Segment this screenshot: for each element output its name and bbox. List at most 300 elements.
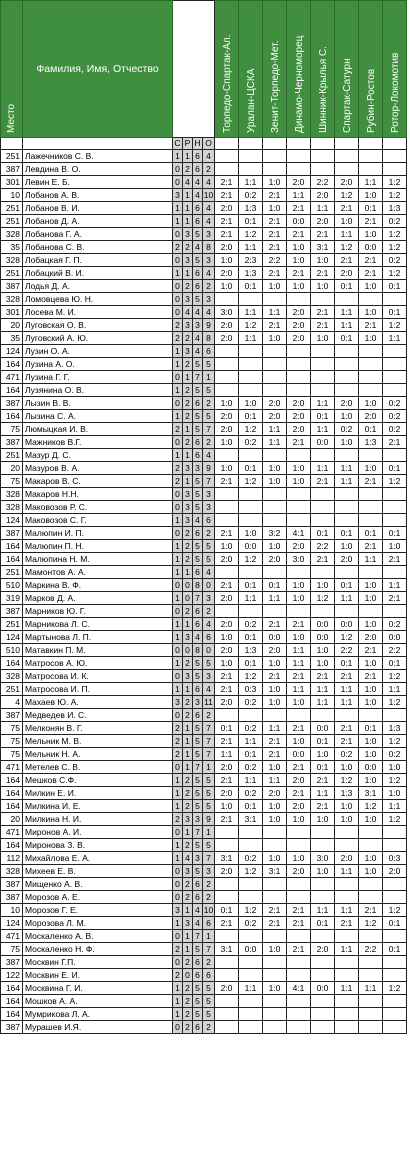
score-cell: 2:1 (383, 592, 407, 605)
score-cell: 1:0 (311, 813, 335, 826)
score-cell: 1:0 (287, 852, 311, 865)
score-cell (311, 371, 335, 384)
stat-cell: 4 (193, 241, 203, 254)
match-header-8 (383, 1, 407, 138)
score-cell: 0:2 (239, 852, 263, 865)
score-cell: 1:0 (287, 813, 311, 826)
score-cell: 2:1 (287, 228, 311, 241)
stat-cell: 2 (183, 332, 193, 345)
score-cell (239, 384, 263, 397)
sub-blank (383, 138, 407, 150)
stat-cell: 2 (183, 358, 193, 371)
score-cell: 2:0 (287, 800, 311, 813)
stat-cell: 9 (203, 462, 215, 475)
score-cell: 1:1 (335, 462, 359, 475)
score-cell: 0:1 (335, 657, 359, 670)
name-cell: Марников Ю. Г. (23, 605, 173, 618)
score-cell: 1:0 (383, 540, 407, 553)
stat-cell: 1 (173, 553, 183, 566)
place-cell: 510 (1, 579, 23, 592)
sub-blank-name (23, 138, 173, 150)
score-cell: 1:2 (383, 696, 407, 709)
place-cell: 387 (1, 1021, 23, 1034)
stat-cell: 2 (183, 163, 193, 176)
score-cell: 0:2 (383, 254, 407, 267)
score-cell (359, 995, 383, 1008)
table-row (1, 150, 407, 163)
score-cell (239, 449, 263, 462)
stat-cell: 5 (203, 553, 215, 566)
score-cell: 1:0 (359, 280, 383, 293)
score-cell: 1:0 (359, 462, 383, 475)
stat-cell: 2 (173, 735, 183, 748)
score-cell: 2:1 (215, 774, 239, 787)
sub-blank (215, 138, 239, 150)
stat-cell: 2 (183, 1008, 193, 1021)
score-cell: 2:0 (287, 865, 311, 878)
score-cell (335, 566, 359, 579)
score-cell: 2:1 (311, 670, 335, 683)
score-cell: 1:2 (383, 774, 407, 787)
score-cell: 1:0 (359, 579, 383, 592)
score-cell (287, 1008, 311, 1021)
score-cell (239, 150, 263, 163)
score-cell: 0:1 (383, 943, 407, 956)
score-cell: 1:1 (335, 904, 359, 917)
stat-cell: 1 (173, 358, 183, 371)
score-cell: 2:0 (287, 397, 311, 410)
score-cell (359, 345, 383, 358)
place-cell: 301 (1, 306, 23, 319)
score-cell (383, 969, 407, 982)
score-cell: 2:1 (311, 228, 335, 241)
score-cell: 1:1 (335, 865, 359, 878)
stat-cell: 3 (173, 696, 183, 709)
stat-cell: 3 (203, 670, 215, 683)
stat-cell: 8 (193, 644, 203, 657)
score-cell: 1:1 (335, 982, 359, 995)
stat-cell: 2 (203, 280, 215, 293)
score-cell: 2:0 (335, 852, 359, 865)
score-cell (215, 891, 239, 904)
stat-cell: 5 (193, 800, 203, 813)
score-cell: 1:0 (263, 540, 287, 553)
score-cell: 1:2 (311, 592, 335, 605)
score-cell (239, 1008, 263, 1021)
score-cell: 2:0 (287, 319, 311, 332)
stat-cell: 7 (203, 943, 215, 956)
score-cell: 2:0 (215, 592, 239, 605)
stat-cell: 4 (203, 176, 215, 189)
table-row (1, 670, 407, 683)
score-cell (263, 891, 287, 904)
stat-cell: 2 (173, 813, 183, 826)
stat-cell: 1 (183, 748, 193, 761)
name-cell: Мартынова Л. П. (23, 631, 173, 644)
score-cell (287, 488, 311, 501)
stat-cell: 6 (203, 514, 215, 527)
stat-cell: 5 (193, 657, 203, 670)
score-cell: 2:1 (263, 215, 287, 228)
stat-cell: 5 (193, 774, 203, 787)
score-cell: 2:1 (311, 319, 335, 332)
match-header-5 (311, 1, 335, 138)
table-row (1, 540, 407, 553)
score-cell (287, 358, 311, 371)
table-row (1, 332, 407, 345)
score-cell: 1:0 (335, 436, 359, 449)
score-cell (287, 384, 311, 397)
stat-cell: 3 (193, 462, 203, 475)
score-cell: 0:1 (215, 722, 239, 735)
score-cell: 2:1 (263, 189, 287, 202)
score-cell (239, 501, 263, 514)
table-row (1, 293, 407, 306)
score-cell: 1:0 (359, 735, 383, 748)
place-cell: 164 (1, 358, 23, 371)
score-cell: 3:2 (263, 527, 287, 540)
score-cell: 1:0 (311, 865, 335, 878)
score-cell: 1:0 (287, 241, 311, 254)
stat-cell: 0 (173, 228, 183, 241)
name-cell: Мелконян В. Г. (23, 722, 173, 735)
stats-header-blank (173, 1, 215, 138)
stat-cell: 4 (193, 332, 203, 345)
stat-cell: 7 (193, 592, 203, 605)
score-cell: 2:2 (335, 644, 359, 657)
stat-cell: 5 (193, 1008, 203, 1021)
score-cell: 0:2 (239, 787, 263, 800)
score-cell (239, 969, 263, 982)
score-cell: 0:0 (263, 631, 287, 644)
score-cell: 0:1 (383, 462, 407, 475)
table-row (1, 527, 407, 540)
score-cell (335, 1021, 359, 1034)
stat-cell: 7 (203, 852, 215, 865)
score-cell (263, 969, 287, 982)
score-cell: 0:0 (239, 943, 263, 956)
score-cell: 2:3 (239, 254, 263, 267)
score-cell: 1:2 (383, 267, 407, 280)
table-row (1, 917, 407, 930)
score-cell (215, 449, 239, 462)
stat-cell: 5 (193, 540, 203, 553)
score-cell: 1:3 (359, 436, 383, 449)
score-cell (239, 514, 263, 527)
name-cell: Лузина А. О. (23, 358, 173, 371)
table-row (1, 852, 407, 865)
stat-cell: 0 (173, 605, 183, 618)
score-cell: 1:0 (359, 813, 383, 826)
name-cell: Москаленко Н. Ф. (23, 943, 173, 956)
score-cell: 1:2 (239, 475, 263, 488)
score-cell: 2:1 (311, 553, 335, 566)
score-cell (335, 826, 359, 839)
place-cell: 164 (1, 553, 23, 566)
stat-cell: 2 (173, 722, 183, 735)
stat-cell: 9 (203, 813, 215, 826)
score-cell: 0:2 (335, 423, 359, 436)
score-cell: 1:2 (383, 904, 407, 917)
stat-cell: 4 (183, 306, 193, 319)
name-cell: Миронова З. В. (23, 839, 173, 852)
stat-cell: 0 (203, 644, 215, 657)
score-cell: 0:2 (239, 722, 263, 735)
score-cell: 0:2 (239, 761, 263, 774)
table-row (1, 254, 407, 267)
stat-cell: 6 (193, 709, 203, 722)
sub-blank (239, 138, 263, 150)
score-cell: 2:0 (215, 865, 239, 878)
score-cell (359, 826, 383, 839)
name-cell: Мельник Н. А. (23, 748, 173, 761)
score-cell: 1:1 (311, 696, 335, 709)
name-cell: Морозова Л. М. (23, 917, 173, 930)
stat-cell: 3 (193, 319, 203, 332)
table-row (1, 813, 407, 826)
place-cell: 387 (1, 709, 23, 722)
stat-cell: 8 (203, 241, 215, 254)
table-row (1, 592, 407, 605)
place-header-label: Место (5, 103, 17, 133)
score-cell: 1:1 (239, 176, 263, 189)
score-cell: 2:1 (311, 475, 335, 488)
score-cell (215, 878, 239, 891)
score-cell: 2:1 (359, 254, 383, 267)
score-cell (215, 605, 239, 618)
score-cell: 1:0 (287, 592, 311, 605)
score-cell (383, 1021, 407, 1034)
stat-cell: 1 (183, 826, 193, 839)
score-cell: 1:1 (287, 644, 311, 657)
table-row (1, 176, 407, 189)
score-cell (383, 826, 407, 839)
score-cell (311, 826, 335, 839)
stat-cell: 2 (173, 462, 183, 475)
stat-cell: 2 (203, 397, 215, 410)
stat-cell: 1 (183, 371, 193, 384)
score-cell: 0:1 (215, 904, 239, 917)
stat-cell: 3 (183, 865, 193, 878)
score-cell (239, 488, 263, 501)
score-cell (311, 995, 335, 1008)
name-cell: Метелев С. В. (23, 761, 173, 774)
score-cell: 0:1 (239, 462, 263, 475)
stat-labels-row (1, 138, 407, 150)
score-cell: 1:1 (311, 683, 335, 696)
score-cell (287, 956, 311, 969)
score-cell: 1:1 (335, 943, 359, 956)
stat-cell: 0 (173, 527, 183, 540)
name-cell: Луговский А. Ю. (23, 332, 173, 345)
score-cell: 0:1 (311, 917, 335, 930)
stat-cell: 3 (183, 917, 193, 930)
score-cell (215, 358, 239, 371)
score-cell (383, 605, 407, 618)
score-cell: 1:1 (287, 657, 311, 670)
score-cell: 1:0 (311, 748, 335, 761)
name-cell: Малюпин И. П. (23, 527, 173, 540)
stat-cell: 2 (183, 800, 193, 813)
score-cell: 2:0 (287, 774, 311, 787)
stat-cell: 4 (183, 852, 193, 865)
score-cell: 0:1 (239, 410, 263, 423)
stat-cell: 0 (173, 293, 183, 306)
score-cell (263, 826, 287, 839)
score-cell (335, 384, 359, 397)
table-row (1, 956, 407, 969)
stat-cell: 4 (203, 267, 215, 280)
stat-cell: 2 (203, 878, 215, 891)
score-cell: 2:1 (215, 917, 239, 930)
score-cell (359, 488, 383, 501)
score-cell: 2:0 (215, 202, 239, 215)
stat-cell: 5 (203, 839, 215, 852)
stat-cell: 5 (203, 995, 215, 1008)
score-cell: 1:0 (311, 644, 335, 657)
stat-cell: 0 (173, 826, 183, 839)
place-cell: 387 (1, 163, 23, 176)
score-cell: 2:1 (215, 670, 239, 683)
score-cell: 0:1 (263, 579, 287, 592)
score-cell: 0:1 (335, 280, 359, 293)
stat-label-n: Н (194, 138, 201, 148)
score-cell: 0:1 (239, 800, 263, 813)
score-cell (263, 163, 287, 176)
score-cell: 0:3 (239, 683, 263, 696)
place-cell: 387 (1, 956, 23, 969)
stat-cell: 0 (173, 930, 183, 943)
score-cell: 2:0 (335, 397, 359, 410)
score-cell: 0:0 (239, 540, 263, 553)
score-cell (335, 839, 359, 852)
stat-cell: 6 (193, 527, 203, 540)
stat-cell: 7 (203, 423, 215, 436)
place-cell: 75 (1, 722, 23, 735)
score-cell (287, 995, 311, 1008)
place-cell: 164 (1, 384, 23, 397)
match-header-2 (239, 1, 263, 138)
stat-cell: 2 (183, 410, 193, 423)
score-cell (359, 358, 383, 371)
stat-cell: 2 (183, 436, 193, 449)
stat-cell: 6 (193, 878, 203, 891)
place-header (1, 1, 23, 138)
name-cell: Ломовцева Ю. Н. (23, 293, 173, 306)
table-row (1, 189, 407, 202)
score-cell: 1:2 (335, 189, 359, 202)
table-row (1, 865, 407, 878)
stat-cell: 2 (183, 995, 193, 1008)
score-cell: 1:1 (383, 579, 407, 592)
stat-cell: 0 (173, 254, 183, 267)
score-cell: 1:1 (239, 592, 263, 605)
match-label: Динамо-Черноморец (293, 35, 305, 133)
score-cell (383, 566, 407, 579)
score-cell: 0:1 (311, 527, 335, 540)
score-cell (359, 293, 383, 306)
stat-cell: 1 (173, 631, 183, 644)
score-cell: 0:2 (239, 189, 263, 202)
score-cell: 2:1 (335, 735, 359, 748)
score-cell: 2:1 (287, 787, 311, 800)
score-cell: 2:1 (263, 904, 287, 917)
score-cell: 0:0 (311, 618, 335, 631)
stat-cell: 2 (173, 748, 183, 761)
score-cell: 1:0 (263, 943, 287, 956)
score-cell (359, 384, 383, 397)
score-cell: 1:0 (215, 631, 239, 644)
score-cell: 2:1 (335, 917, 359, 930)
stat-cell: 3 (193, 696, 203, 709)
score-cell: 2:0 (359, 631, 383, 644)
stat-cell: 2 (203, 527, 215, 540)
score-cell: 2:0 (215, 319, 239, 332)
place-cell: 35 (1, 332, 23, 345)
stat-cell: 9 (203, 319, 215, 332)
score-cell: 1:1 (335, 306, 359, 319)
score-cell: 0:0 (311, 436, 335, 449)
table-row (1, 995, 407, 1008)
match-label: Ротор-Локомотив (389, 52, 401, 133)
table-row (1, 436, 407, 449)
stat-cell: 3 (183, 670, 193, 683)
score-cell: 1:1 (287, 189, 311, 202)
score-cell: 0:0 (287, 215, 311, 228)
score-cell: 2:1 (263, 228, 287, 241)
table-row (1, 423, 407, 436)
stat-cell: 7 (203, 722, 215, 735)
stat-cell: 5 (193, 293, 203, 306)
score-cell: 2:1 (263, 748, 287, 761)
score-cell: 2:0 (287, 332, 311, 345)
place-cell: 471 (1, 826, 23, 839)
score-cell (215, 956, 239, 969)
stat-cell: 3 (203, 501, 215, 514)
score-cell (335, 163, 359, 176)
stat-label-o: О (203, 138, 215, 150)
score-cell: 2:1 (215, 215, 239, 228)
score-cell: 2:0 (215, 761, 239, 774)
score-cell (263, 930, 287, 943)
score-cell (263, 150, 287, 163)
stat-cell: 5 (203, 384, 215, 397)
score-cell (215, 709, 239, 722)
score-cell: 1:0 (263, 852, 287, 865)
results-body (1, 150, 407, 1034)
table-row (1, 306, 407, 319)
score-cell: 1:2 (383, 241, 407, 254)
place-cell: 328 (1, 488, 23, 501)
stat-cell: 1 (173, 800, 183, 813)
stat-cell: 6 (193, 683, 203, 696)
score-cell: 1:2 (383, 670, 407, 683)
score-cell: 1:0 (287, 631, 311, 644)
score-cell: 2:1 (287, 202, 311, 215)
stat-cell: 4 (203, 618, 215, 631)
name-cell: Москвина Г. И. (23, 982, 173, 995)
score-cell (239, 826, 263, 839)
score-cell (335, 995, 359, 1008)
stat-cell: 7 (203, 735, 215, 748)
score-cell (287, 709, 311, 722)
stat-cell: 2 (183, 527, 193, 540)
score-cell: 1:0 (383, 787, 407, 800)
stat-cell: 5 (193, 995, 203, 1008)
name-cell: Москвин Е. И. (23, 969, 173, 982)
stat-cell: 5 (193, 384, 203, 397)
stat-cell: 1 (183, 215, 193, 228)
